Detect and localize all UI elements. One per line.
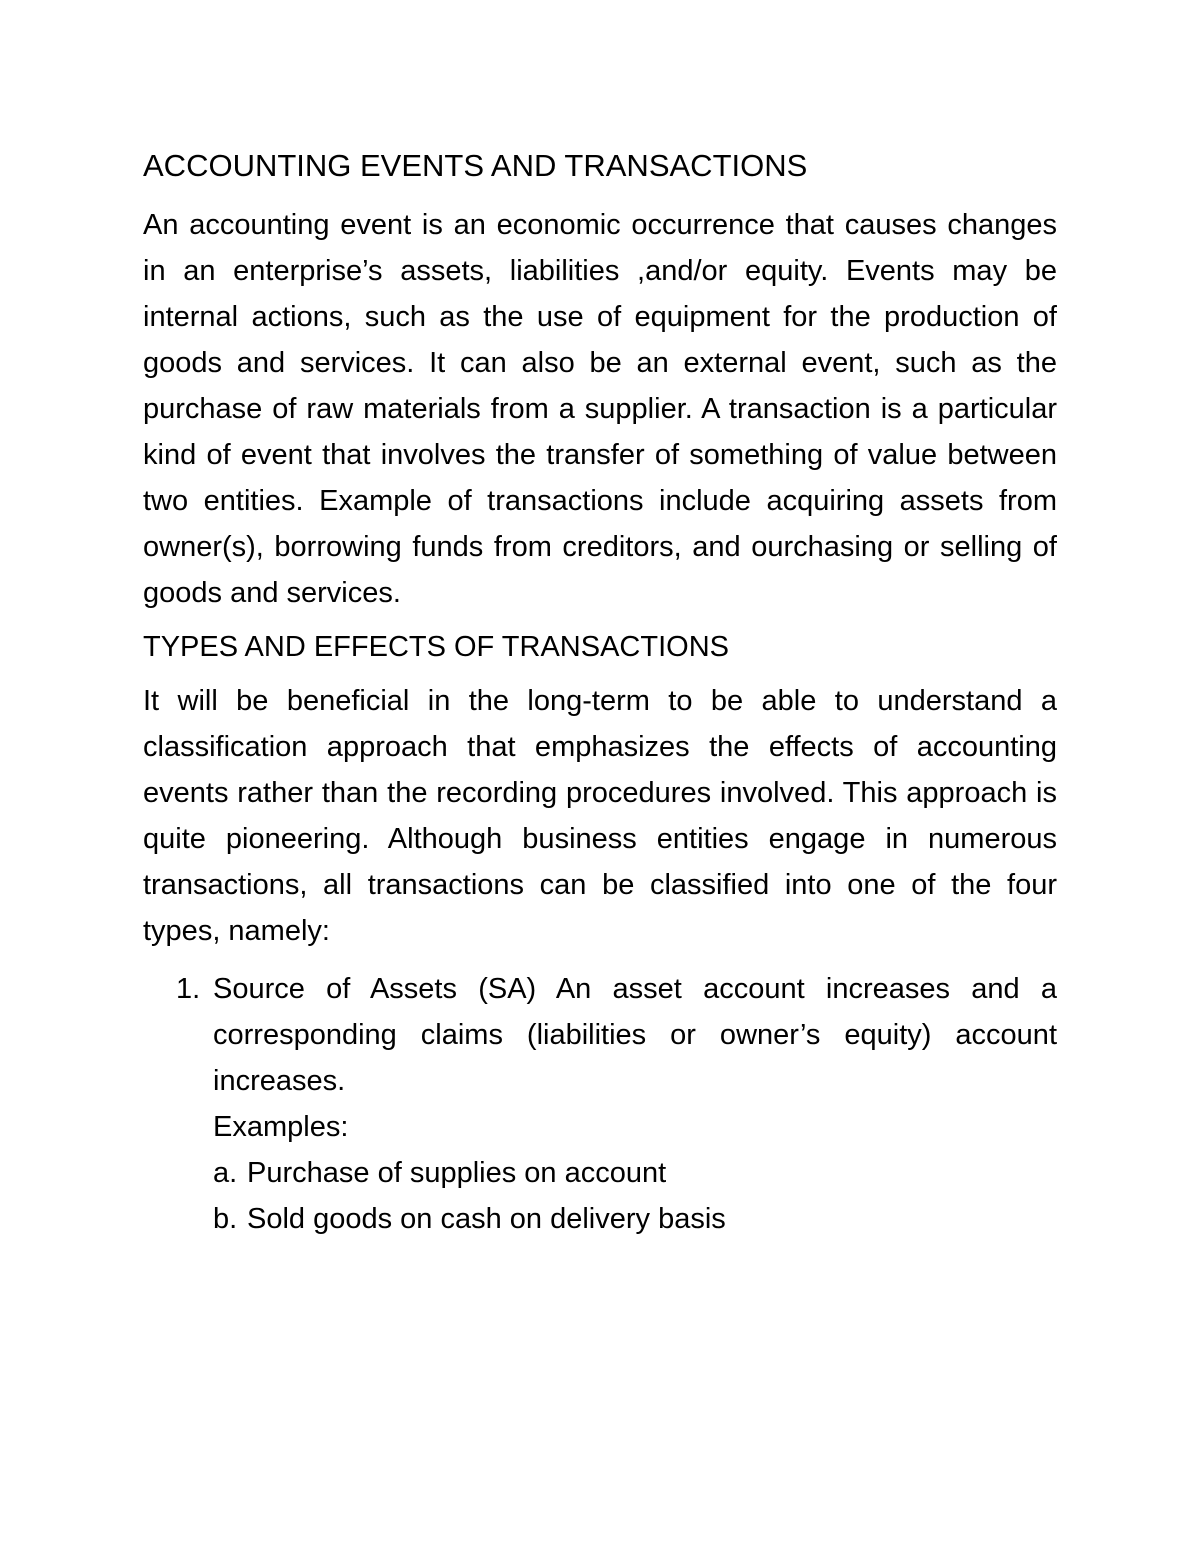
paragraph-accounting-event-definition: An accounting event is an economic occurrence that causes changes in an enterprise’s assets, liabilities ,and/or equity. Events may be internal actions, such as the use of equipment for the production of goods and services. It can also be an external event, such as the purchase of raw materials from a supplier. A transaction is a particular kind of event that involves the transfer of something of value between two entities. Example of transactions include acquiring assets from owner(s), borrowing funds from creditors, and ourchasing or selling of goods and services. xyxy=(143,209,1057,609)
example-marker: b. xyxy=(213,1203,238,1235)
list-item-text: Source of Assets (SA) An asset account increases and a corresponding claims (liabilities or owner’s equity) account increases. xyxy=(213,973,1057,1097)
example-marker: a. xyxy=(213,1157,238,1189)
example-text: Purchase of supplies on account xyxy=(247,1157,667,1189)
document-page xyxy=(143,140,1057,1242)
list-item-source-of-assets xyxy=(143,966,1057,1242)
section-heading-accounting-events: ACCOUNTING EVENTS AND TRANSACTIONS xyxy=(143,148,808,183)
example-item xyxy=(213,1150,1057,1196)
examples-label: Examples: xyxy=(213,1111,349,1143)
example-text: Sold goods on cash on delivery basis xyxy=(247,1203,726,1235)
transaction-types-list xyxy=(143,966,1057,1242)
list-marker: 1. xyxy=(176,973,201,1005)
section-heading-types-and-effects: TYPES AND EFFECTS OF TRANSACTIONS xyxy=(143,631,729,663)
paragraph-classification-approach: It will be beneficial in the long-term to be able to understand a classification approach that emphasizes the effects of accounting events rather than the recording procedures involved. This approach is quite pioneering. Although business entities engage in numerous transactions, all transactions can be classified into one of the four types, namely: xyxy=(143,685,1057,947)
example-item xyxy=(213,1196,1057,1242)
